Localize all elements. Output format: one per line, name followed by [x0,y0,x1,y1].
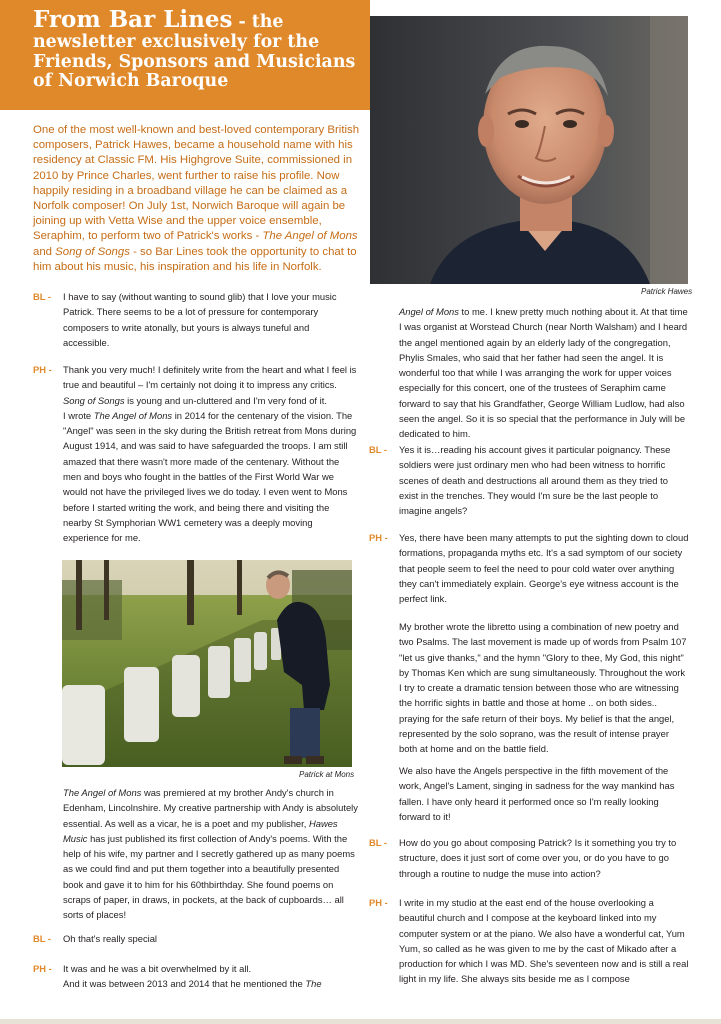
answer-text-span: has just published its first collection of Andy's poems. With the help of his wife, my partner and I secretly gathered up as many poems as we could find and put them together into a beautifully presented book and gave it to him for his 60thbirthday. She found poems on scraps of paper, in draws, in pockets, at the back of cupboards… all sorts of places! [63,832,355,921]
portrait-image [370,16,688,284]
cemetery-image [62,560,352,767]
answer-block [369,895,689,987]
answer-text [63,785,358,923]
intro-work-title: Song of Songs [55,245,130,258]
speaker-label: PH - [33,963,52,974]
speaker-label: BL - [33,933,52,944]
work-title: The Angel of Mons [93,409,173,421]
work-title: Song of Songs [63,394,125,406]
speaker-label: PH - [369,532,388,543]
photo-caption: Patrick at Mons [299,770,355,779]
answer-text-span: And it was between 2013 and 2014 that he mentioned the [63,978,306,990]
header-band [0,0,370,110]
page-bottom-rule [0,1019,721,1024]
answer-text-span: I wrote [63,409,94,421]
question-block [33,289,358,350]
intro-text: - so Bar Lines took the opportunity to chat to him about his music, his inspiration and his life in Norfolk. [33,245,357,273]
answer-block [369,530,689,606]
answer-continuation [369,763,689,824]
intro-text: and [33,245,56,258]
cemetery-photo [62,560,352,767]
answer-text [63,362,358,408]
answer-continuation [33,785,358,923]
answer-text-span: was premiered at my brother Andy's church in Edenham, Lincolnshire. My creative partnership with Andy is absolutely essential. As well as a vicar, he is a poet and my publisher, [63,787,358,829]
answer-text: We also have the Angels perspective in the fifth movement of the work, Angel's Lament, singing in sadness for the way mankind has fallen. I have only heard it performed once so I'm really looking forward to it! [399,765,675,822]
portrait-caption: Patrick Hawes [641,287,693,296]
answer-text-span: in 2014 for the centenary of the vision. The "Angel" was seen in the sky during the British retreat from Mons during August 1914, and was said to have safeguarded the troops. I am still amazed that there wasn't more made of the centenary. Without the men and boys who fought in the battles of the First World War we would not have the privileged lives we do today. I even went to Mons before I started writing the work, and being there and visiting the nearby St Symphorian WW1 cemetery was a deeply moving experience for me. [63,409,357,544]
publisher-name: Hawes Music [63,817,338,844]
question-text: How do you go about composing Patrick? Is it something you try to structure, does it just sort of come over you, or do you have to go through a routine to nudge the muse into action? [399,837,677,879]
work-title: The [305,978,322,990]
question-block [369,442,689,518]
question-block [33,931,358,946]
question-text: Yes it is…reading his account gives it particular poignancy. These soldiers were just ordinary men who had been witness to horrific scenes of death and destructions all around them as they tried to exist in the trenches. They would I'm sure be the last people to imagine angels? [399,444,671,517]
newsletter-subtitle: - the newsletter exclusively for the Friends, Sponsors and Musicians of Norwich Baroque [33,12,356,92]
answer-text: My brother wrote the libretto using a combination of new poetry and two Psalms. The last movement is made up of words from Psalm 107 "let us give thanks," and the hymn "Glory to thee, My God, this night" by Thomas Ken which are sung simultaneously. Throughout the work I try to create a dramatic tension between those who are witnessing the horrific sights in battle and those at home .. on both sides.. praying for the safe return of their boys. My belief is that the angel, represented by the solo soprano, was the result of intense prayer both at home and on the battle field. [399,621,687,755]
work-title: The Angel of Mons [63,787,142,798]
answer-text: It was and he was a bit overwhelmed by it all. [63,963,252,974]
intro-work-title: The Angel of Mons [262,230,358,243]
newsletter-title [33,6,368,92]
newsletter-name: From Bar Lines [33,6,233,33]
answer-continuation [369,619,689,757]
answer-text [399,304,689,442]
answer-block [33,362,358,546]
answer-block [33,961,358,992]
answer-text: I write in my studio at the east end of the house overlooking a beautiful church and I compose at the keyboard linked into my computer system or at the piano. We also have a wonderful cat, Yum Yum, so called as he was given to me by the cast of Mikado after a production for which I was MD. She's seventeen now and is still a real light in my life. She always sits beside me as I compose [399,897,689,985]
portrait-photo [370,16,688,284]
question-block [369,835,689,881]
answer-text-span: to me. I knew pretty much nothing about it. At that time I was organist at Worstead Church (near North Walsham) and I heard the angel mentioned again by an elderly lady of the congregation, Phylis Smales, who said that her father had seen the angel. It is wonderful too that while I was arranging the work for upper voices especially for this concert, one of the trustees of Seraphim came forward to say that his Grandfather, George William Ludlow, had also seen the angel. So it is so special that the performance in July will be dedicated to him. [399,306,688,440]
question-text: Oh that's really special [63,933,158,944]
speaker-label: BL - [369,837,388,848]
speaker-label: PH - [33,364,52,375]
answer-continuation [369,304,689,442]
speaker-label: PH - [369,897,388,908]
intro-text: One of the most well-known and best-loved contemporary British composers, Patrick Hawes, became a household name with his residency at Classic FM. His Highgrove Suite, commissioned in 2010 by Prince Charles, went further to raise his profile. Now happily residing in a broadband village he can be claimed as a Norfolk composer! On July 1st, Norwich Baroque will again be joining up with Vetta Wise and the upper voice ensemble, Seraphim, to perform two of Patrick's works - [33,124,360,243]
speaker-label: BL - [33,291,52,302]
answer-text [63,976,358,991]
answer-text: Yes, there have been many attempts to put the sighting down to cloud formations, propaganda myths etc. It's a sad symptom of our society that people seem to feel the need to pour cold water over anything they can't immediately explain. George's eye witness account is the perfect link. [399,532,689,605]
answer-text-span: is young and un-cluttered and I'm very fond of it. [124,394,327,406]
answer-text-span: Thank you very much! I definitely write from the heart and what I feel is true and beautiful – I'm certainly not doing it to impress any critics. [63,364,357,391]
question-text: I have to say (without wanting to sound glib) that I love your music Patrick. There seems to be a lot of pressure for contemporary composers to write atonally, but yours is always tuneful and accessible. [63,291,337,348]
answer-text [63,408,358,546]
speaker-label: BL - [369,444,388,455]
work-title: Angel of Mons [399,306,459,317]
intro-paragraph [33,123,360,275]
